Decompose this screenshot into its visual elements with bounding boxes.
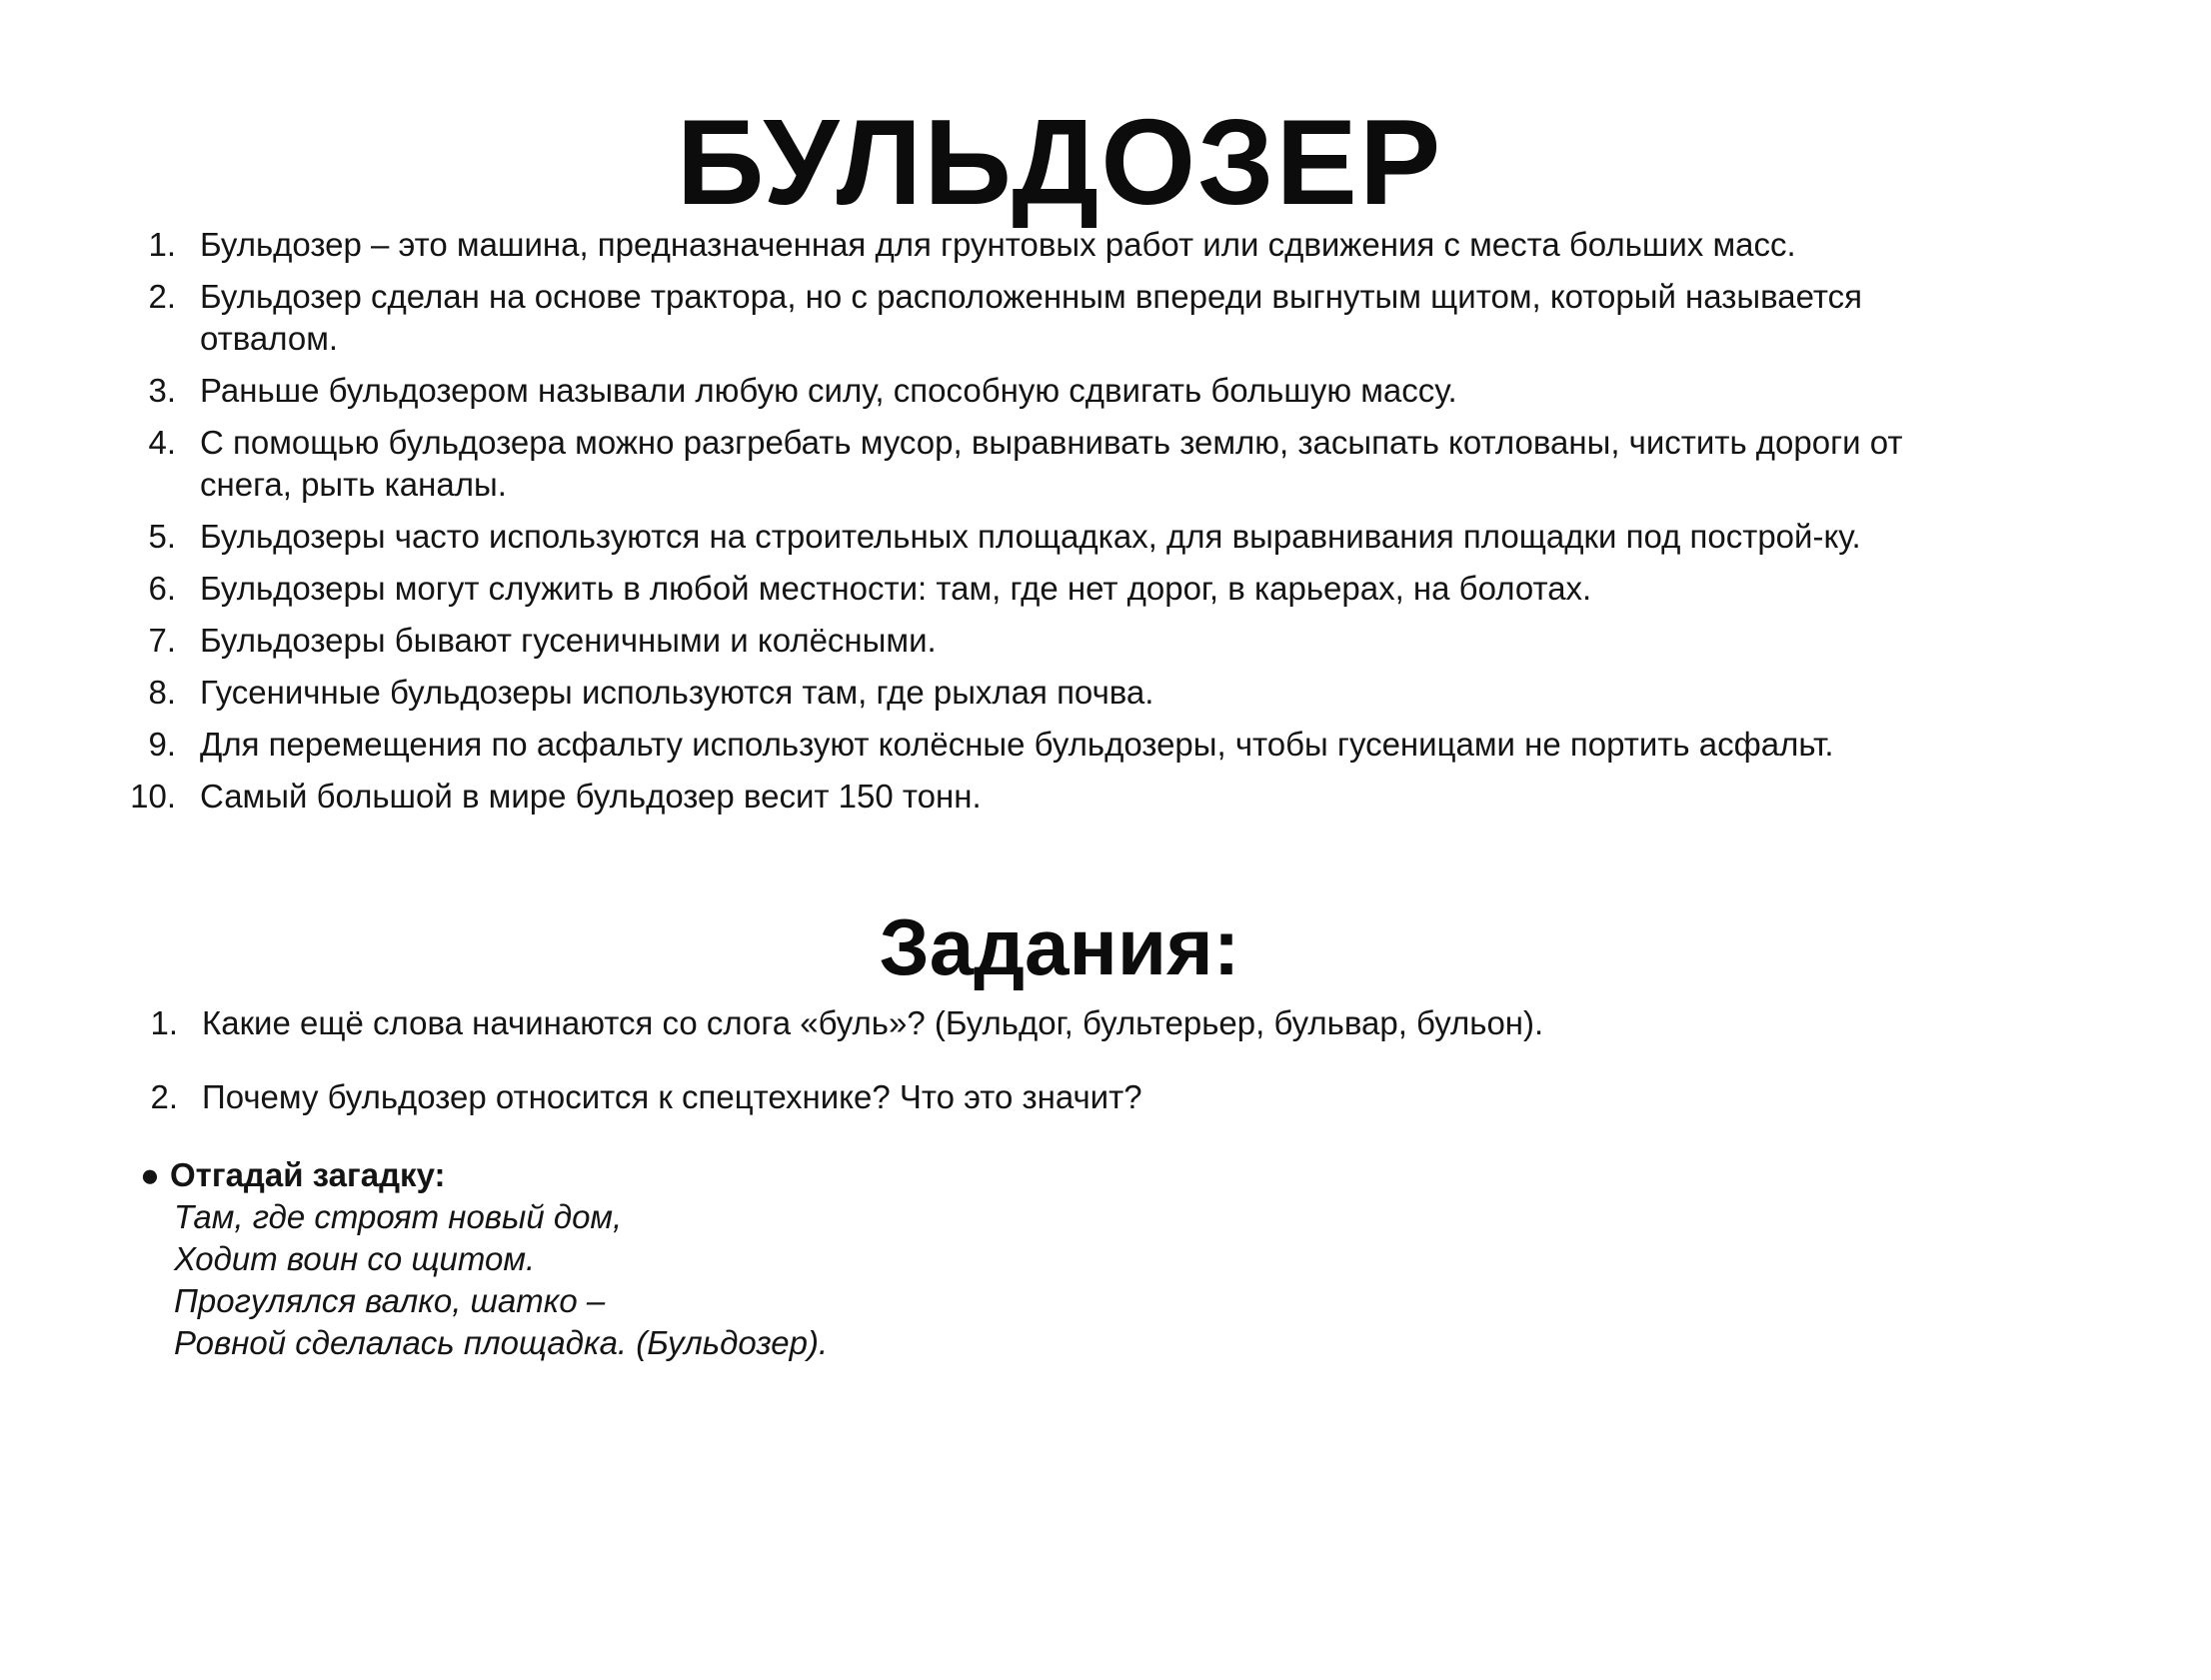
riddle-heading xyxy=(140,1154,828,1196)
fact-item xyxy=(0,568,1979,610)
fact-item xyxy=(0,224,1979,266)
fact-number: 1. xyxy=(148,226,176,263)
fact-text: Бульдозеры бывают гусеничными и колёсными. xyxy=(200,622,937,659)
fact-item xyxy=(0,672,1979,714)
fact-number: 10. xyxy=(130,778,176,815)
fact-number: 7. xyxy=(148,622,176,659)
fact-number: 9. xyxy=(148,726,176,763)
task-number: 2. xyxy=(150,1078,178,1115)
fact-number: 8. xyxy=(148,674,176,711)
fact-item xyxy=(0,276,1979,360)
page-title: БУЛЬДОЗЕР xyxy=(676,94,1443,230)
fact-number: 6. xyxy=(148,570,176,607)
fact-text: С помощью бульдозера можно разгребать мусор, выравнивать землю, засыпать котлованы, чистить дороги от снега, рыть каналы. xyxy=(200,424,1903,503)
bullet-icon: ● xyxy=(140,1156,160,1193)
fact-number: 3. xyxy=(148,372,176,409)
fact-number: 4. xyxy=(148,424,176,461)
riddle-line: Ровной сделалась площадка. (Бульдозер). xyxy=(174,1324,829,1361)
task-item xyxy=(0,1002,1979,1044)
task-text: Какие ещё слова начинаются со слога «буль»? (Бульдог, бультерьер, бульвар, бульон). xyxy=(202,1004,1544,1041)
riddle-block xyxy=(140,1154,828,1364)
tasks-heading: Задания: xyxy=(879,902,1240,991)
tasks-list xyxy=(0,1002,1979,1118)
riddle-line: Прогулялся валко, шатко – xyxy=(174,1282,606,1319)
fact-text: Бульдозеры часто используются на строительных площадках, для выравнивания площадки под построй-ку. xyxy=(200,518,1861,555)
fact-item xyxy=(0,370,1979,412)
task-number: 1. xyxy=(150,1004,178,1041)
task-item xyxy=(0,1076,1979,1118)
riddle-heading-text: Отгадай загадку: xyxy=(170,1156,446,1193)
riddle-line: Ходит воин со щитом. xyxy=(174,1240,536,1277)
fact-item xyxy=(0,620,1979,662)
fact-number: 2. xyxy=(148,278,176,315)
riddle-poem xyxy=(174,1196,828,1364)
fact-text: Самый большой в мире бульдозер весит 150 тонн. xyxy=(200,778,982,815)
riddle-line: Там, где строят новый дом, xyxy=(174,1198,623,1235)
fact-item xyxy=(0,776,1979,818)
fact-text: Для перемещения по асфальту используют колёсные бульдозеры, чтобы гусеницами не портить асфальт. xyxy=(200,726,1834,763)
fact-text: Бульдозеры могут служить в любой местности: там, где нет дорог, в карьерах, на болотах. xyxy=(200,570,1592,607)
facts-list xyxy=(0,224,1979,828)
fact-text: Раньше бульдозером называли любую силу, способную сдвигать большую массу. xyxy=(200,372,1457,409)
fact-text: Бульдозер – это машина, предназначенная для грунтовых работ или сдвижения с места больших масс. xyxy=(200,226,1796,263)
fact-item xyxy=(0,724,1979,766)
fact-text: Бульдозер сделан на основе трактора, но с расположенным впереди выгнутым щитом, который называется отвалом. xyxy=(200,278,1862,357)
task-text: Почему бульдозер относится к спецтехнике? Что это значит? xyxy=(202,1078,1142,1115)
fact-text: Гусеничные бульдозеры используются там, где рыхлая почва. xyxy=(200,674,1154,711)
fact-item xyxy=(0,422,1979,506)
fact-number: 5. xyxy=(148,518,176,555)
fact-item xyxy=(0,516,1979,558)
